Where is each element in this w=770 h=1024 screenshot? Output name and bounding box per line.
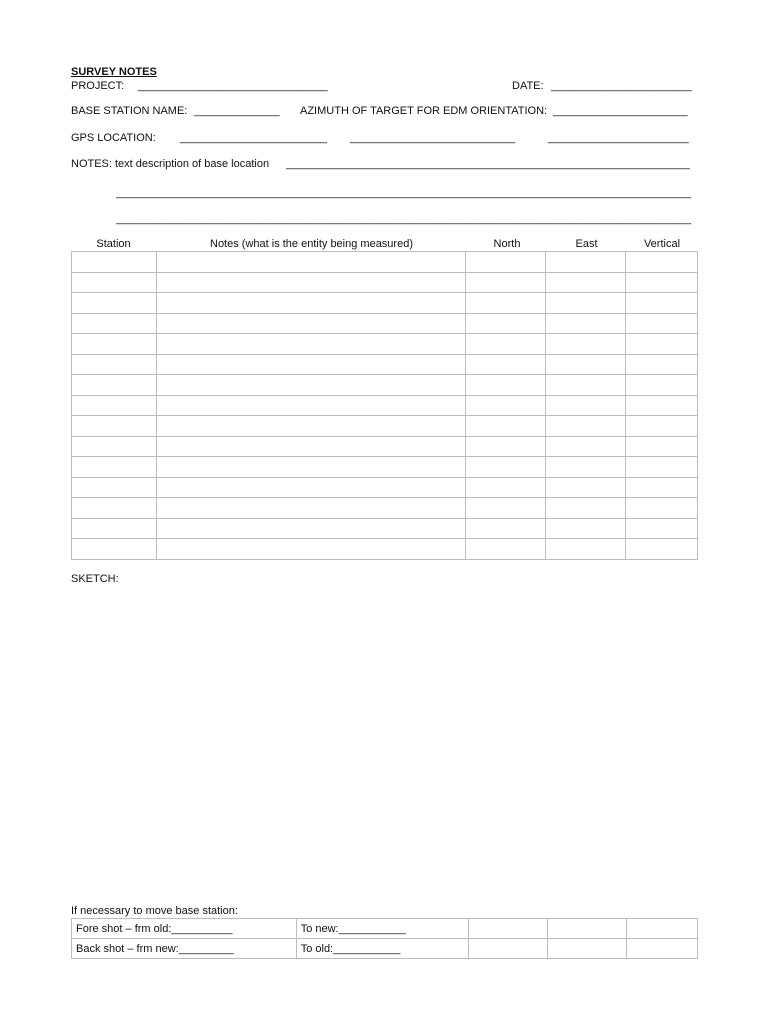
east-cell[interactable] <box>546 313 625 334</box>
date-label: DATE: <box>512 80 544 92</box>
east-cell[interactable] <box>546 375 625 396</box>
move-east-cell[interactable] <box>548 939 627 959</box>
table-row <box>72 436 698 457</box>
move-vertical-cell[interactable] <box>627 939 698 959</box>
col-header-vertical: Vertical <box>643 238 681 250</box>
col-header-east: East <box>575 238 598 250</box>
vertical-cell[interactable] <box>625 252 697 273</box>
date-field[interactable]: _______________________ <box>551 80 692 92</box>
col-header-station: Station <box>96 238 131 250</box>
move-base-label: If necessary to move base station: <box>71 905 238 917</box>
vertical-cell[interactable] <box>625 334 697 355</box>
survey-table <box>71 251 698 560</box>
north-cell[interactable] <box>466 477 546 498</box>
move-north-cell[interactable] <box>469 939 548 959</box>
station-cell[interactable] <box>72 457 157 478</box>
station-cell[interactable] <box>72 416 157 437</box>
notes-cell[interactable] <box>157 539 466 560</box>
to-old-cell[interactable]: To old:___________ <box>296 939 469 959</box>
fore-shot-row <box>72 919 698 939</box>
notes-field-line-2[interactable]: ______________________________________________________________________________________________ <box>116 187 692 199</box>
notes-cell[interactable] <box>157 252 466 273</box>
station-cell[interactable] <box>72 395 157 416</box>
table-row <box>72 477 698 498</box>
vertical-cell[interactable] <box>625 539 697 560</box>
east-cell[interactable] <box>546 293 625 314</box>
station-cell[interactable] <box>72 272 157 293</box>
north-cell[interactable] <box>466 375 546 396</box>
vertical-cell[interactable] <box>625 498 697 519</box>
vertical-cell[interactable] <box>625 395 697 416</box>
gps-field-3[interactable]: _______________________ <box>548 132 689 144</box>
east-cell[interactable] <box>546 416 625 437</box>
gps-field-1[interactable]: ________________________ <box>180 132 327 144</box>
table-row <box>72 539 698 560</box>
north-cell[interactable] <box>466 457 546 478</box>
col-header-north: North <box>493 238 521 250</box>
col-header-notes: Notes (what is the entity being measured) <box>210 238 413 250</box>
table-row <box>72 375 698 396</box>
azimuth-label: AZIMUTH OF TARGET FOR EDM ORIENTATION: <box>300 105 548 117</box>
station-cell[interactable] <box>72 375 157 396</box>
table-row <box>72 313 698 334</box>
north-cell[interactable] <box>466 334 546 355</box>
table-row <box>72 293 698 314</box>
move-north-cell[interactable] <box>469 919 548 939</box>
station-cell[interactable] <box>72 477 157 498</box>
north-cell[interactable] <box>466 272 546 293</box>
vertical-cell[interactable] <box>625 354 697 375</box>
fore-shot-cell[interactable]: Fore shot – frm old:__________ <box>72 919 297 939</box>
table-row <box>72 518 698 539</box>
north-cell[interactable] <box>466 539 546 560</box>
east-cell[interactable] <box>546 518 625 539</box>
azimuth-field[interactable]: ______________________ <box>553 105 688 117</box>
station-cell[interactable] <box>72 252 157 273</box>
vertical-cell[interactable] <box>625 313 697 334</box>
station-cell[interactable] <box>72 539 157 560</box>
east-cell[interactable] <box>546 457 625 478</box>
table-row <box>72 272 698 293</box>
north-cell[interactable] <box>466 252 546 273</box>
station-cell[interactable] <box>72 498 157 519</box>
notes-cell[interactable] <box>157 436 466 457</box>
station-cell[interactable] <box>72 354 157 375</box>
notes-cell[interactable] <box>157 272 466 293</box>
north-cell[interactable] <box>466 498 546 519</box>
table-row <box>72 354 698 375</box>
notes-cell[interactable] <box>157 457 466 478</box>
project-label: PROJECT: <box>71 80 125 92</box>
move-east-cell[interactable] <box>548 919 627 939</box>
east-cell[interactable] <box>546 252 625 273</box>
gps-label: GPS LOCATION: <box>71 132 156 144</box>
table-row <box>72 334 698 355</box>
notes-cell[interactable] <box>157 498 466 519</box>
east-cell[interactable] <box>546 334 625 355</box>
station-cell[interactable] <box>72 518 157 539</box>
station-cell[interactable] <box>72 334 157 355</box>
north-cell[interactable] <box>466 293 546 314</box>
table-row <box>72 498 698 519</box>
project-field[interactable]: _______________________________ <box>138 80 328 92</box>
notes-cell[interactable] <box>157 293 466 314</box>
table-row <box>72 416 698 437</box>
gps-field-2[interactable]: ___________________________ <box>350 132 516 144</box>
sketch-area[interactable] <box>71 590 698 890</box>
sketch-label: SKETCH: <box>71 573 119 585</box>
east-cell[interactable] <box>546 354 625 375</box>
vertical-cell[interactable] <box>625 457 697 478</box>
vertical-cell[interactable] <box>625 272 697 293</box>
vertical-cell[interactable] <box>625 436 697 457</box>
north-cell[interactable] <box>466 416 546 437</box>
back-shot-cell[interactable]: Back shot – frm new:_________ <box>72 939 297 959</box>
table-row <box>72 457 698 478</box>
back-shot-row <box>72 939 698 959</box>
notes-cell[interactable] <box>157 354 466 375</box>
notes-field-line-1[interactable]: __________________________________________________________________ <box>286 158 690 170</box>
to-new-cell[interactable]: To new:___________ <box>296 919 469 939</box>
vertical-cell[interactable] <box>625 375 697 396</box>
east-cell[interactable] <box>546 395 625 416</box>
notes-cell[interactable] <box>157 375 466 396</box>
vertical-cell[interactable] <box>625 518 697 539</box>
east-cell[interactable] <box>546 436 625 457</box>
table-row <box>72 252 698 273</box>
east-cell[interactable] <box>546 272 625 293</box>
east-cell[interactable] <box>546 498 625 519</box>
station-cell[interactable] <box>72 313 157 334</box>
notes-cell[interactable] <box>157 416 466 437</box>
notes-cell[interactable] <box>157 477 466 498</box>
base-station-field[interactable]: ______________ <box>194 105 280 117</box>
move-vertical-cell[interactable] <box>627 919 698 939</box>
station-cell[interactable] <box>72 293 157 314</box>
north-cell[interactable] <box>466 313 546 334</box>
notes-cell[interactable] <box>157 313 466 334</box>
east-cell[interactable] <box>546 539 625 560</box>
notes-cell[interactable] <box>157 334 466 355</box>
vertical-cell[interactable] <box>625 416 697 437</box>
base-station-label: BASE STATION NAME: <box>71 105 188 117</box>
form-title: SURVEY NOTES <box>71 66 157 78</box>
vertical-cell[interactable] <box>625 293 697 314</box>
vertical-cell[interactable] <box>625 477 697 498</box>
north-cell[interactable] <box>466 395 546 416</box>
north-cell[interactable] <box>466 436 546 457</box>
notes-field-line-3[interactable]: ______________________________________________________________________________________________ <box>116 213 692 225</box>
north-cell[interactable] <box>466 518 546 539</box>
station-cell[interactable] <box>72 436 157 457</box>
notes-cell[interactable] <box>157 518 466 539</box>
notes-label: NOTES: text description of base location <box>71 158 270 170</box>
table-row <box>72 395 698 416</box>
notes-cell[interactable] <box>157 395 466 416</box>
move-base-table <box>71 918 698 959</box>
east-cell[interactable] <box>546 477 625 498</box>
north-cell[interactable] <box>466 354 546 375</box>
